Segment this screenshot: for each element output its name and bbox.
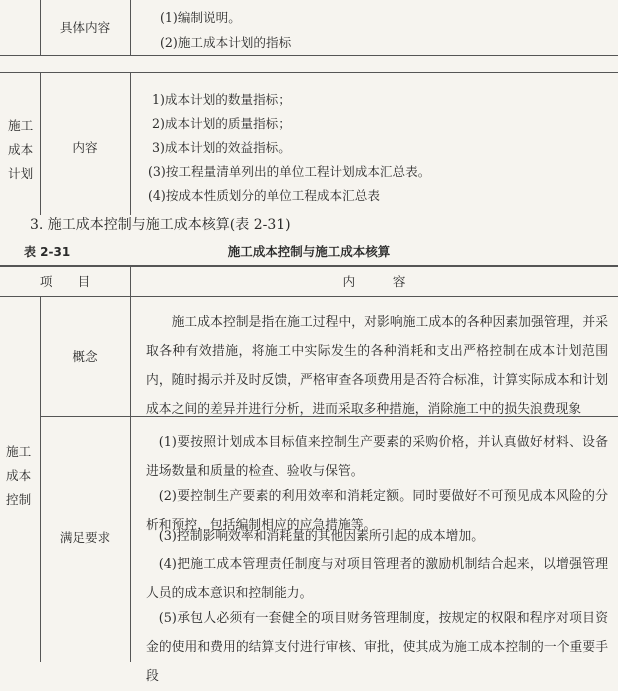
- group-label-line: 控制: [6, 492, 32, 507]
- table-rule: [0, 72, 618, 73]
- header-content: 内 容: [342, 274, 406, 289]
- list-item: (4)按成本性质划分的单位工程成本汇总表: [148, 188, 380, 203]
- row-label-concept: 概念: [72, 349, 98, 364]
- list-item: (2)施工成本计划的指标: [160, 35, 292, 50]
- table-rule: [0, 55, 618, 56]
- header-item: 项 目: [39, 274, 91, 289]
- table-border: [130, 0, 131, 55]
- group-label-line: 成本: [6, 468, 32, 483]
- list-item: 1)成本计划的数量指标；: [152, 92, 291, 107]
- list-item: (1)编制说明。: [160, 10, 241, 25]
- list-item: 3)成本计划的效益指标。: [152, 140, 291, 155]
- list-item: (5)承包人必须有一套健全的项目财务管理制度，按规定的权限和程序对项目资金的使用和费用的结算支付进行审核、审批，使其成为施工成本控制的一个重要手段: [146, 611, 608, 684]
- group-label-line: 计划: [8, 166, 34, 181]
- table-border: [130, 265, 131, 662]
- list-item: (1)要按照计划成本目标值来控制生产要素的采购价格，并认真做好材料、设备进场数量和质量的检查、验收与保管。: [146, 435, 608, 479]
- list-item: (3)控制影响效率和消耗量的其他因素所引起的成本增加。: [158, 529, 485, 544]
- group-label-line: 施工: [6, 444, 32, 459]
- table-border: [130, 72, 131, 215]
- list-item: (2)要控制生产要素的利用效率和消耗定额。同时要做好不可预见成本风险的分析和预控，包括编制相应的应急措施等。: [146, 489, 608, 533]
- table-rule: [0, 296, 618, 297]
- row-label-content: 内容: [72, 140, 98, 155]
- list-item: (3)按工程量清单列出的单位工程计划成本汇总表。: [148, 164, 431, 179]
- section-heading: 3. 施工成本控制与施工成本核算(表 2-31): [30, 217, 291, 233]
- list-item: (4)把施工成本管理责任制度与对项目管理者的激励机制结合起来，以增强管理人员的成本意识和控制能力。: [146, 557, 608, 601]
- table-number: 表 2-31: [24, 245, 71, 259]
- list-item: 2)成本计划的质量指标；: [152, 116, 291, 131]
- row-label-specific-content: 具体内容: [59, 20, 111, 35]
- concept-text: 施工成本控制是指在施工过程中，对影响施工成本的各种因素加强管理，并采取各种有效措施，将施工中实际发生的各种消耗和支出严格控制在成本计划范围内，随时揭示并及时反馈，严格审查各项费用是否符合标准，计算实际成本和计划成本之间的差异并进行分析，进而采取多种措施，消除施工中的损失浪费现象: [146, 315, 608, 417]
- table-rule: [0, 265, 618, 267]
- group-label-line: 成本: [8, 142, 34, 157]
- row-label-requirements: 满足要求: [59, 530, 111, 545]
- table-title: 施工成本控制与施工成本核算: [227, 244, 391, 259]
- group-label-line: 施工: [8, 118, 34, 133]
